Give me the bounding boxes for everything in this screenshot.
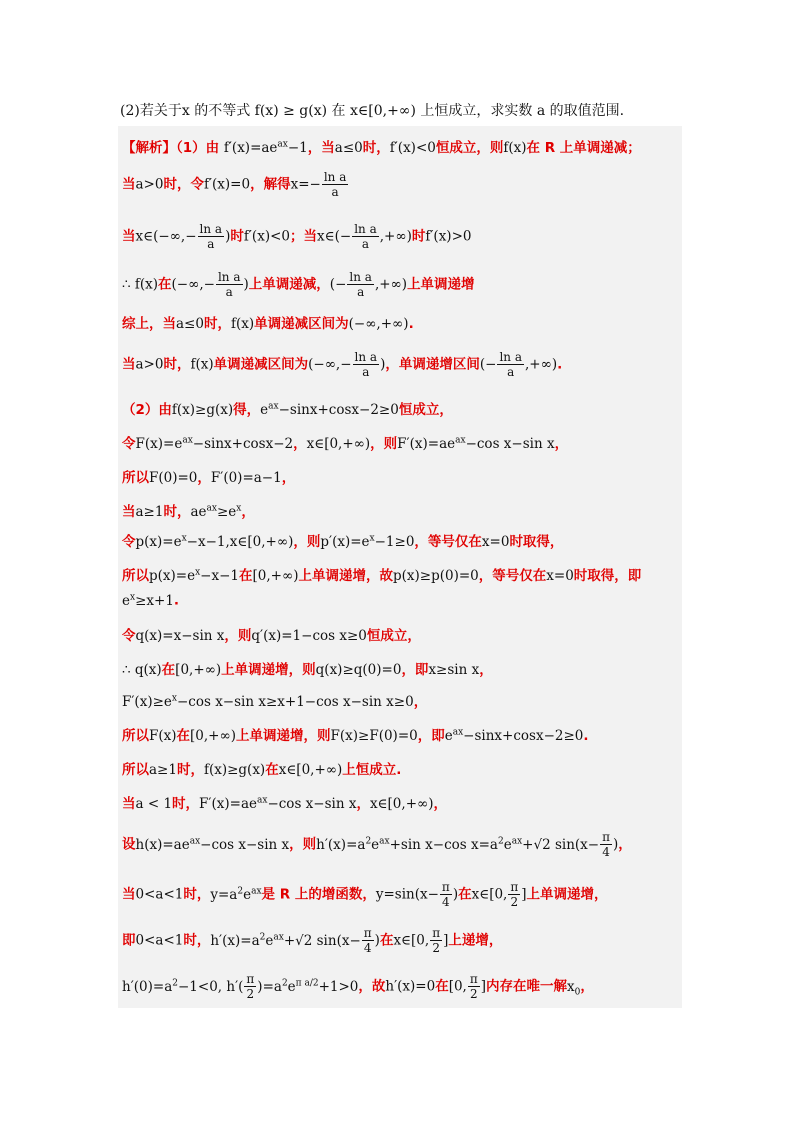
fraction: $\frac{\pi}{2}$ [510,880,519,909]
text: 时， [183,886,211,903]
math: f(x) [190,356,214,373]
fraction: $\frac{\pi}{4}$ [441,880,450,909]
math: ,+∞) [525,356,558,373]
text: 上恒成立. [342,762,402,778]
fraction: $\frac{\text{ln a}}{a}$ [354,350,378,379]
text: 时， [163,356,191,373]
text: 时取得，即 [573,568,642,584]
math: F(x) [149,728,177,744]
math: a≥1 [135,504,164,520]
question-line [120,100,680,120]
math: a < 1 [135,796,173,812]
solution-line-21 [122,880,678,909]
solution-line-22 [122,926,678,955]
math: x∈(−∞,− [135,228,197,245]
math: ] [480,978,487,995]
math: 0<a<1 [135,886,184,903]
text: ，解得 [250,176,291,193]
text: ，则 [224,628,252,644]
fraction: $\frac{\text{ln a}}{a}$ [499,350,523,379]
math: (− [329,276,347,293]
text: 上单调递增 [407,276,475,293]
text: 上单调递减， [248,276,330,293]
text: 时， [163,504,191,520]
text: . [557,356,563,373]
text: 当 [122,356,136,373]
text: ，等号仅在 [414,534,482,550]
text: 时， [172,796,200,812]
solution-line-16 [122,690,678,710]
math: $ae^{ax}\ge e^x$ [190,503,242,520]
text: ， [241,504,255,520]
math: ) [452,886,459,903]
question-text: (2)若关于 [120,103,182,119]
solution-line-8 [122,432,678,452]
math: a≥1 [149,762,177,778]
text: 所以 [122,762,149,778]
analysis-tag: 【解析】（1）由 [122,140,220,156]
solution-line-10 [122,500,678,520]
text: 时 [411,228,426,245]
math: x∈[0,+∞) [278,762,343,778]
math: x=0 [481,534,510,550]
solution-line-19 [122,792,678,812]
text: 设 [122,836,136,853]
text: ， [281,470,296,486]
solution-line-7 [122,398,678,418]
text: 恒成立， [398,402,453,418]
math: f(x)≥g(x) [203,762,266,778]
math: $F(x)=e^{ax}-\sin x+\cos x-2$ [135,435,294,452]
text: ，单调递增区间 [385,356,480,373]
math: 0<a<1 [135,932,184,949]
text: ， [433,796,448,812]
text: 在 [458,886,472,903]
text: 在 [158,276,172,293]
solution-line-2 [122,170,678,199]
text: ， [580,978,594,995]
math: f′(x)<0 [243,228,290,245]
math: q(x)≥q(0)=0 [315,662,402,678]
solution-line-13 [122,592,678,609]
math: $F'(x)\ge e^x-\cos$ x−sin x≥x+1−cos x−sin x≥0 [122,693,414,710]
fraction: $\frac{\pi}{4}$ [363,926,372,955]
text: 综上，当 [122,316,176,332]
fraction: $\frac{\pi}{4}$ [602,830,610,859]
text: 即 [122,932,136,949]
math: $e^{ax}-\sin x+\cos x-2\ge 0$ [260,401,399,418]
text: ，则 [293,534,321,550]
text: 令 [122,534,136,550]
math: f′(x)<0 [389,140,436,156]
text: 在 [239,568,253,584]
text: 得， [233,402,261,418]
text: 上递增， [448,932,503,949]
solution-line-17 [122,724,678,744]
math: a≤0 [176,316,204,332]
text: 单调递减区间为 [254,316,349,332]
math: F(x)≥F(0)=0 [330,728,418,744]
math: x∈[0, [471,886,508,903]
math: q(x)=x−sin x [135,628,225,644]
math: $p(x)=e^x-x-1$ [149,567,239,584]
fraction: $\frac{\text{ln a}}{a}$ [349,270,372,299]
text: ，当 [307,140,335,156]
solution-line-15 [122,658,678,678]
text: 恒成立，则 [435,140,504,156]
text: ， [197,470,211,486]
text: 单调递减区间为 [213,356,309,373]
math: ) [243,276,249,293]
question-text: 上恒成立，求实数 [415,103,537,119]
text: 在 [265,762,279,778]
text: （2）由 [122,402,172,418]
text: ， [479,662,493,678]
text: 所以 [122,470,149,486]
math: [0,+∞) [175,662,222,678]
solution-line-23 [122,972,678,1001]
text: 时， [183,932,211,949]
text: 上单调递增，则 [221,662,316,678]
text: 令 [122,628,136,644]
text: 时，令 [163,176,204,193]
math: f(x) [503,140,527,156]
math: [0,+∞) [252,568,299,584]
math: F′(0)=a−1 [210,470,282,486]
solution-line-5 [122,312,678,332]
text: 在 [161,662,176,678]
text: ， [554,436,569,452]
math: )$=a^2e^{\pi a/2}+1>0$ [257,978,359,995]
math: $p(x)=e^x-x-1,x\in[0,+\infty)$ [135,533,294,550]
text: ，即 [417,728,445,744]
math: x∈[0, [393,932,430,949]
solution-line-1 [122,136,678,156]
math: a≤0 [334,140,363,156]
text: . [173,592,180,609]
math: x∈[0,+∞) [369,796,434,812]
text: 当 [122,228,136,245]
question-text: 在 [327,103,350,119]
text: 当 [122,176,136,193]
solution-line-3 [122,222,678,251]
math: (−∞,+∞) [348,316,409,332]
question-param: a [536,103,546,119]
math: x=− [290,176,321,193]
solution-line-9 [122,466,678,486]
text: 上单调递增，故 [298,568,393,584]
math: f(x) [230,316,255,332]
math: $f'(x)=ae^{ax}-1$ [223,139,308,156]
text: ，等号仅在 [478,568,547,584]
text: 内存在唯一解 [486,978,568,995]
math: ∴ f(x) [122,276,159,293]
math: y=sin(x− [375,886,439,903]
fraction: $\frac{\pi}{2}$ [469,972,478,1001]
math: (− [479,356,497,373]
solution-line-6 [122,350,678,379]
text: 在 [176,728,191,744]
math: a>0 [135,176,164,193]
math: (−∞,− [308,356,352,373]
question-text: 的取值范围. [545,103,625,119]
math: f′(x)=0 [203,176,251,193]
text: 时 [230,228,244,245]
math: $e^x\ge x+1$ [122,592,174,609]
text: 是 R 上的增函数， [261,886,376,903]
solution-line-11 [122,530,678,550]
text: 当 [122,886,136,903]
text: 恒成立， [366,628,421,644]
math: [0, [448,978,467,995]
math: (−∞,− [171,276,215,293]
fraction: $\frac{\text{ln a}}{a}$ [217,270,241,299]
solution-line-18 [122,758,678,778]
math: x=0 [546,568,574,584]
text: 当 [122,504,136,520]
text: 上单调递增， [526,886,608,903]
question-var: x [181,103,190,119]
fraction: $\frac{\text{ln a}}{a}$ [354,222,377,251]
math: ∴ q(x) [122,662,162,678]
math: f′(x)>0 [425,228,472,245]
math: x∈(− [317,228,352,245]
math: $h(x)=ae^{ax}-\cos$ x−sin x [135,836,290,853]
math: h′(x)=0 [385,978,436,995]
text: 时， [362,140,390,156]
fraction: $\frac{\text{ln a}}{a}$ [323,170,347,199]
math: ) [374,932,380,949]
math: [0,+∞) [190,728,236,744]
text: 在 [379,932,394,949]
solution-line-20 [122,830,678,859]
fraction: $\frac{\text{ln a}}{a}$ [199,222,223,251]
text: 当 [122,796,136,812]
math: f(x)≥g(x) [171,402,234,418]
math: $x_0$ [567,978,581,998]
fraction: $\frac{\pi}{2}$ [246,972,255,1001]
text: 时取得， [509,534,564,550]
math: p(x)≥p(0)=0 [392,568,479,584]
text: ，则 [289,836,317,853]
solution-line-4 [122,270,678,299]
math: ] [443,932,449,949]
math: $h'(0)=a^2-1<0$, h′( [122,978,244,995]
math: $F'(x)=ae^{ax}-\cos$ x−sin x [199,795,357,812]
math: q′(x)=1−cos x≥0 [251,628,367,644]
math: $F'(x)=ae^{ax}-\cos$ x−sin x [397,435,555,452]
text: . [583,728,589,744]
math: ) [225,228,231,245]
text: ， [293,436,307,452]
text: 时， [176,762,204,778]
math: $p'(x)=e^x-1\ge 0$ [320,533,415,550]
math: a>0 [135,356,164,373]
text: ；当 [290,228,317,245]
text: ， [356,796,370,812]
text: 所以 [122,728,149,744]
math: $e^{ax}-\sin x+\cos x-2\ge 0$ [444,727,584,744]
math: ) [380,356,386,373]
text: ， [413,694,428,710]
text: ，即 [401,662,429,678]
question-text: 的不等式 [189,103,255,119]
math: x≥sin x [428,662,480,678]
math: x∈[0,+∞) [306,436,371,452]
text: 所以 [122,568,149,584]
math: $h'(x)=a^2e^{ax}+√2$ sin(x− [210,932,361,949]
text: . [408,316,414,332]
text: 时， [203,316,231,332]
math: ) [613,836,619,853]
text: 在 R 上单调递减； [526,140,641,156]
fraction: $\frac{\pi}{2}$ [432,926,441,955]
text: ，则 [370,436,398,452]
math: ,+∞) [379,228,412,245]
question-inequality: f(x) ≥ g(x) [254,103,328,119]
math: $h'(x)=a^2e^{ax}+\sin$ x−cos $x=a^2e^{ax}+√2$ sin(x− [316,836,600,853]
solution-line-14 [122,624,678,644]
question-domain: x∈[0,+∞) [349,103,416,119]
math: ] [521,886,527,903]
math: $y=a^2e^{ax}$ [210,886,262,903]
text: 上单调递增，则 [236,728,331,744]
text: ，故 [358,978,386,995]
text: ， [618,836,632,853]
text: 在 [435,978,449,995]
math: F(0)=0 [149,470,198,486]
math: ,+∞) [374,276,408,293]
solution-line-12 [122,564,678,584]
text: 令 [122,436,136,452]
